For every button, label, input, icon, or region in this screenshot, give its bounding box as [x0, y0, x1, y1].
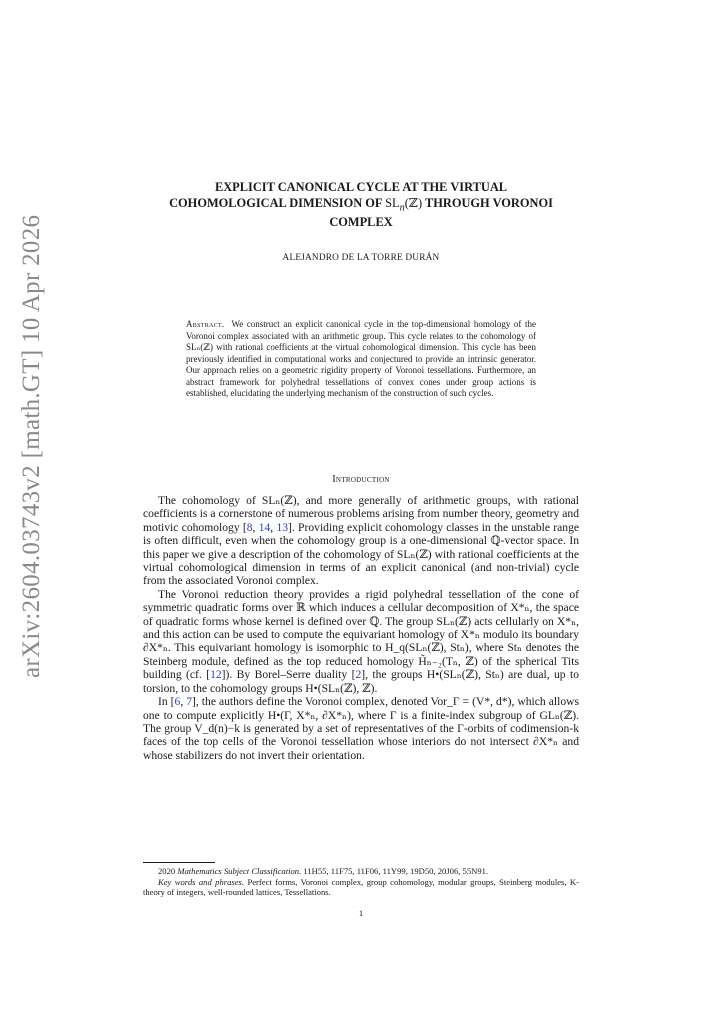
citation-link[interactable]: 8 [246, 520, 253, 534]
section-title-introduction: Introduction [332, 474, 390, 485]
citation-link[interactable]: 14 [258, 520, 271, 534]
footnotes [143, 866, 579, 898]
abstract-text: We construct an explicit canonical cycle in the top-dimensional homology of the Voronoi complex associated with an arithmetic group. This cycle relates to the cohomology of SLₙ(ℤ) with rational coefficients at the virtual cohomological dimension. This cycle has been previously identified in computational works and conjectured to provide an intrinsic generator. Our approach relies on a geometric rigidity property of Voronoi tessellations. Furthermore, an abstract framework for polyhedral tessellations of convex cones under group actions is established, elucidating the underlying mechanism of the construction of such cycles. [186, 319, 536, 399]
author-name: ALEJANDRO DE LA TORRE DURÁN [282, 253, 440, 263]
title-line-2: COHOMOLOGICAL DIMENSION OF $SL_n(ℤ)$ THROUGH VORONOI [169, 195, 553, 213]
citation-link[interactable]: 2 [355, 668, 362, 682]
introduction-body [143, 494, 579, 762]
page-number: 1 [358, 908, 364, 918]
paragraph-2: The Voronoi reduction theory provides a rigid polyhedral tessellation of the cone of symmetric quadratic forms over ℝ which induces a cellular decomposition of X*ₙ, the space of quadratic forms whose kernel is defined over ℚ. The group SLₙ(ℤ) acts cellularly on X*ₙ, and this action can be used to compute the equivariant homology of X*ₙ modulo its boundary ∂X*ₙ. This equivariant homology is isomorphic to H_q(SLₙ(ℤ), Stₙ), where Stₙ denotes the Steinberg module, defined as the top reduced homology H̃ₙ₋₂(Tₙ, ℤ) of the spherical Tits building (cf. [12]). By Borel–Serre duality [2], the groups H•(SLₙ(ℤ), Stₙ) are dual, up to torsion, to the cohomology groups H•(SLₙ(ℤ), ℤ). [143, 587, 579, 695]
citation-link[interactable]: 12 [210, 668, 222, 682]
footnote-msc: 2020 Mathematics Subject Classification. 11H55, 11F75, 11F06, 11Y99, 19D50, 20J06, 55N91. [158, 866, 489, 876]
title-line-3: COMPLEX [329, 215, 393, 230]
title-line-1: EXPLICIT CANONICAL CYCLE AT THE VIRTUAL [214, 180, 508, 194]
citation-link[interactable]: 6 [174, 695, 181, 709]
paragraph-1: The cohomology of SLₙ(ℤ), and more generally of arithmetic groups, with rational coefficients is a cornerstone of numerous problems arising from number theory, geometry and motivic cohomology [8, 14, 13]. Providing explicit cohomology classes in the unstable range is often difficult, even when the cohomology group is a one-dimensional ℚ-vector space. In this paper we give a description of the cohomology of SLₙ(ℤ) with rational coefficients at the virtual cohomological dimension in terms of an explicit canonical (and non-trivial) cycle from the associated Voronoi complex. [143, 494, 580, 588]
citation-link[interactable]: 7 [186, 695, 193, 709]
paragraph-3: In [6, 7], the authors define the Voronoi complex, denoted Vor_Γ = (V*, d*), which allows one to compute explicitly H•(Γ, X*ₙ, ∂X*ₙ), where Γ is a finite-index subgroup of GLₙ(ℤ). The group V_d(n)−k is generated by a set of representatives of the Γ-orbits of codimension-k faces of the top cells of the Voronoi tessellation whose interiors do not intersect ∂X*ₙ and whose stabilizers do not invert their orientation. [143, 695, 579, 762]
footnote-keywords: Key words and phrases. Perfect forms, Voronoi complex, group cohomology, modular groups, Steinberg modules, K-theory of integers, well-rounded lattices, Tessellations. [143, 876, 580, 898]
abstract [186, 319, 536, 400]
abstract-label: Abstract. [186, 319, 225, 329]
footnote-divider [143, 862, 215, 863]
paper-title [143, 180, 579, 231]
citation-link[interactable]: 13 [276, 520, 289, 534]
arxiv-identifier: arXiv:2604.03743v2 [math.GT] 10 Apr 2026 [18, 214, 45, 678]
